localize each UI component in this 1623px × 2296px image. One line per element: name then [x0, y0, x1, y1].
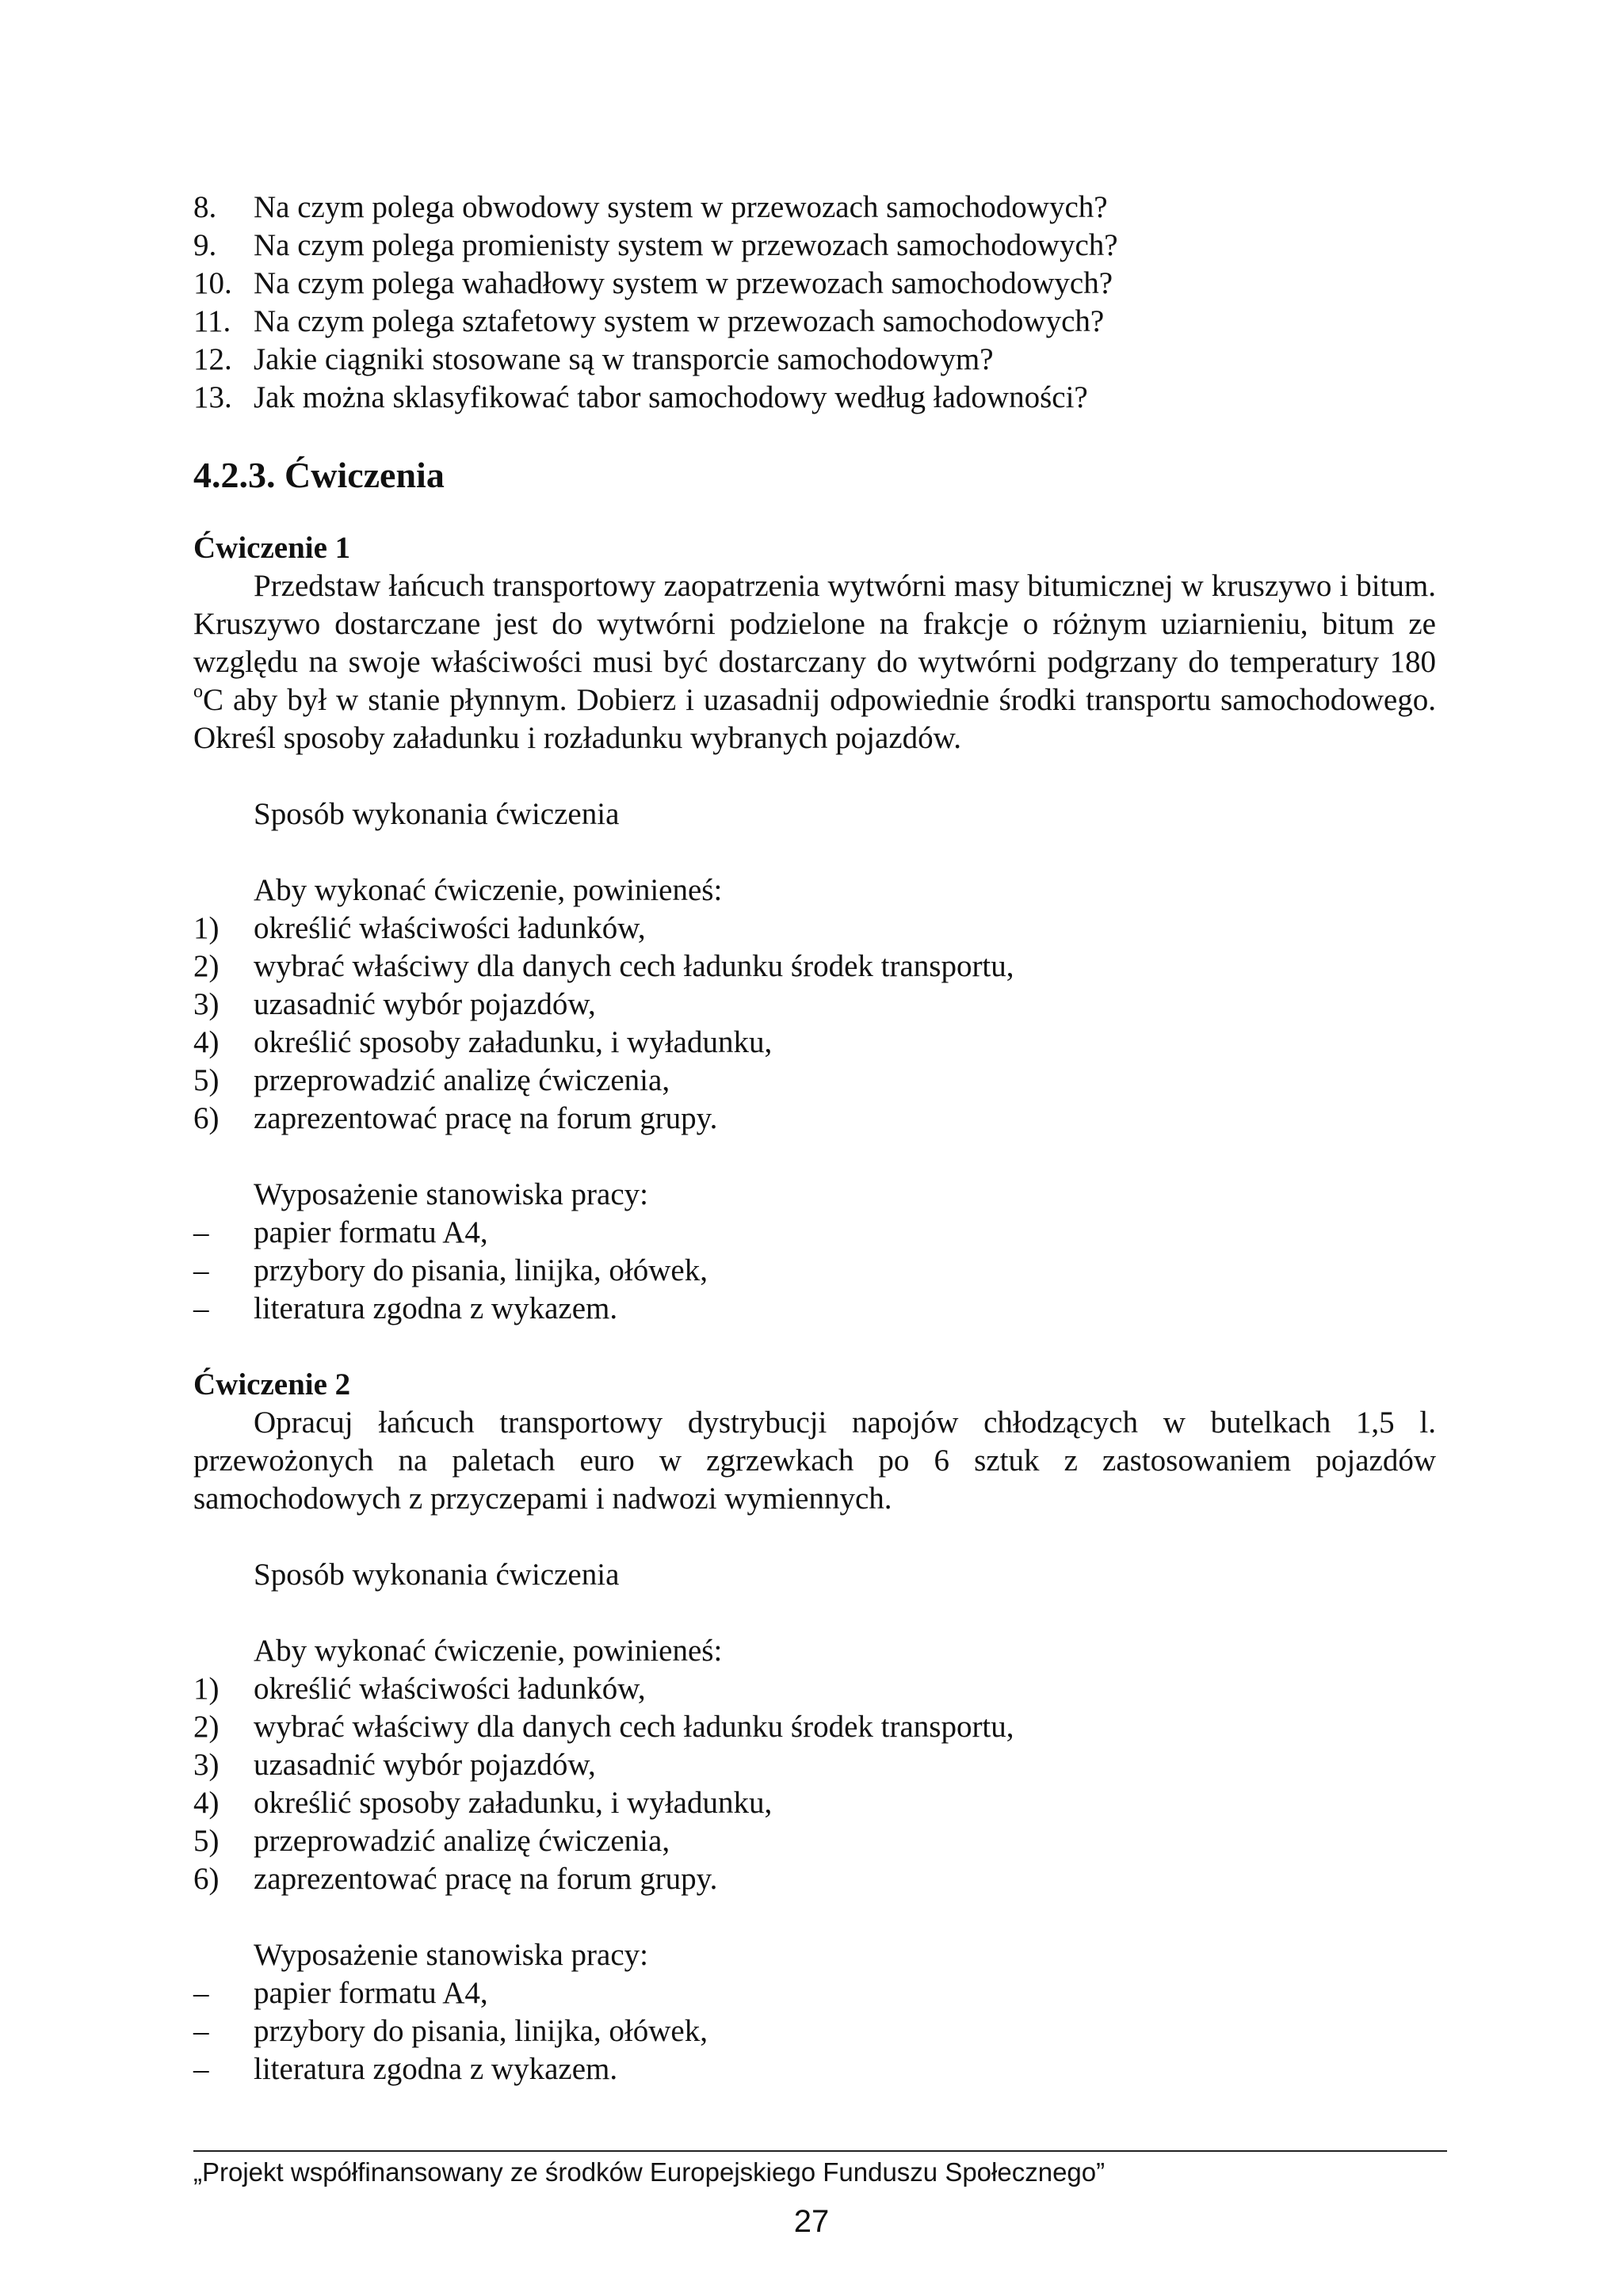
question-text: Na czym polega wahadłowy system w przewozach samochodowych? — [254, 266, 1113, 300]
list-item — [193, 1670, 1436, 1708]
degree-superscript: o — [193, 681, 203, 702]
list-text: przeprowadzić analizę ćwiczenia, — [254, 1063, 670, 1097]
question-text: Na czym polega sztafetowy system w przewozach samochodowych? — [254, 304, 1105, 338]
dash-marker: – — [193, 1253, 209, 1287]
list-item — [193, 1024, 1436, 1062]
steps-intro: Aby wykonać ćwiczenie, powinieneś: — [254, 1634, 723, 1668]
dash-marker: – — [193, 1215, 209, 1249]
list-text: wybrać właściwy dla danych cech ładunku środek transportu, — [254, 1710, 1014, 1744]
list-text: zaprezentować pracę na forum grupy. — [254, 1101, 718, 1135]
question-number: 12. — [193, 342, 232, 376]
steps-intro: Aby wykonać ćwiczenie, powinieneś: — [254, 873, 723, 907]
equipment-title: Wyposażenie stanowiska pracy: — [254, 1938, 648, 1972]
method-title: Sposób wykonania ćwiczenia — [254, 1558, 620, 1592]
description-text: C aby był w stanie płynnym. Dobierz i uzasadnij odpowiednie środki transportu samochodowego. Określ sposoby załadunku i rozładunku wybranych pojazdów. — [193, 683, 1436, 755]
question-number: 8. — [193, 190, 217, 224]
list-text: wybrać właściwy dla danych cech ładunku środek transportu, — [254, 949, 1014, 983]
exercise-2 — [193, 1366, 1436, 2088]
list-text: papier formatu A4, — [254, 1215, 488, 1249]
section-title: 4.2.3. Ćwiczenia — [193, 455, 445, 495]
list-item — [193, 948, 1436, 986]
steps-list — [193, 910, 1436, 1138]
list-item — [193, 1784, 1436, 1822]
list-item — [193, 1290, 1436, 1328]
list-item — [193, 1746, 1436, 1784]
question-text: Na czym polega promienisty system w przewozach samochodowych? — [254, 228, 1118, 262]
list-item — [193, 1974, 1436, 2012]
list-item — [193, 1708, 1436, 1746]
question-text: Jak można sklasyfikować tabor samochodowy według ładowności? — [254, 380, 1088, 414]
list-text: określić sposoby załadunku, i wyładunku, — [254, 1025, 773, 1059]
dash-marker: – — [193, 1291, 209, 1325]
list-marker: 1) — [193, 911, 220, 945]
list-text: przybory do pisania, linijka, ołówek, — [254, 2014, 708, 2048]
list-text: papier formatu A4, — [254, 1976, 488, 2010]
list-item — [193, 1214, 1436, 1252]
list-text: uzasadnić wybór pojazdów, — [254, 987, 596, 1021]
list-text: literatura zgodna z wykazem. — [254, 1291, 618, 1325]
page-number: 27 — [793, 2204, 830, 2239]
exercise-title: Ćwiczenie 1 — [193, 531, 351, 565]
steps-list — [193, 1670, 1436, 1898]
list-marker: 5) — [193, 1063, 220, 1097]
question-number: 9. — [193, 228, 217, 262]
dash-marker: – — [193, 2014, 209, 2048]
exercise-description: Opracuj łańcuch transportowy dystrybucji napojów chłodzących w butelkach 1,5 l. przewożonych na paletach euro w zgrzewkach po 6 sztuk z zastosowaniem pojazdów samochodowych z przyczepami i nadwozi wymiennych. — [193, 1405, 1436, 1516]
list-marker: 4) — [193, 1786, 220, 1820]
exercise-description — [193, 567, 1436, 757]
list-item — [193, 1252, 1436, 1290]
list-marker: 6) — [193, 1862, 220, 1896]
question-item — [193, 265, 1436, 303]
list-marker: 3) — [193, 1748, 220, 1782]
list-marker: 1) — [193, 1672, 220, 1706]
question-item — [193, 303, 1436, 341]
description-text: Przedstaw łańcuch transportowy zaopatrzenia wytwórni masy bitumicznej w kruszywo i bitum. Kruszywo dostarczane jest do wytwórni podzielone na frakcje o różnym uziarnieniu, bitum ze względu na swoje właściwości musi być dostarczany do wytwórni podgrzany do temperatury 180 — [193, 569, 1436, 679]
list-item — [193, 986, 1436, 1024]
list-marker: 5) — [193, 1824, 220, 1858]
exercise-title: Ćwiczenie 2 — [193, 1367, 351, 1402]
question-item — [193, 227, 1436, 265]
dash-marker: – — [193, 2052, 209, 2086]
question-item — [193, 341, 1436, 379]
question-number: 11. — [193, 304, 231, 338]
method-title: Sposób wykonania ćwiczenia — [254, 797, 620, 831]
list-marker: 6) — [193, 1101, 220, 1135]
page-content — [193, 189, 1436, 2088]
footer-text: „Projekt współfinansowany ze środków Europejskiego Funduszu Społecznego” — [193, 2157, 1106, 2187]
list-text: literatura zgodna z wykazem. — [254, 2052, 618, 2086]
list-text: określić właściwości ładunków, — [254, 911, 646, 945]
list-item — [193, 1860, 1436, 1898]
list-item — [193, 1100, 1436, 1138]
list-item — [193, 910, 1436, 948]
list-marker: 2) — [193, 1710, 220, 1744]
question-item — [193, 379, 1436, 417]
exercise-1 — [193, 529, 1436, 1328]
question-item — [193, 189, 1436, 227]
list-text: uzasadnić wybór pojazdów, — [254, 1748, 596, 1782]
list-item — [193, 2050, 1436, 2088]
list-text: przeprowadzić analizę ćwiczenia, — [254, 1824, 670, 1858]
question-number: 13. — [193, 380, 232, 414]
question-list — [193, 189, 1436, 417]
list-text: określić sposoby załadunku, i wyładunku, — [254, 1786, 773, 1820]
list-item — [193, 2012, 1436, 2050]
footer-divider — [193, 2150, 1447, 2152]
list-marker: 4) — [193, 1025, 220, 1059]
list-text: określić właściwości ładunków, — [254, 1672, 646, 1706]
equipment-list — [193, 1974, 1436, 2088]
question-text: Jakie ciągniki stosowane są w transporcie samochodowym? — [254, 342, 994, 376]
list-marker: 3) — [193, 987, 220, 1021]
list-item — [193, 1822, 1436, 1860]
list-marker: 2) — [193, 949, 220, 983]
question-number: 10. — [193, 266, 232, 300]
equipment-list — [193, 1214, 1436, 1328]
question-text: Na czym polega obwodowy system w przewozach samochodowych? — [254, 190, 1108, 224]
equipment-title: Wyposażenie stanowiska pracy: — [254, 1177, 648, 1211]
list-text: przybory do pisania, linijka, ołówek, — [254, 1253, 708, 1287]
list-item — [193, 1062, 1436, 1100]
dash-marker: – — [193, 1976, 209, 2010]
list-text: zaprezentować pracę na forum grupy. — [254, 1862, 718, 1896]
